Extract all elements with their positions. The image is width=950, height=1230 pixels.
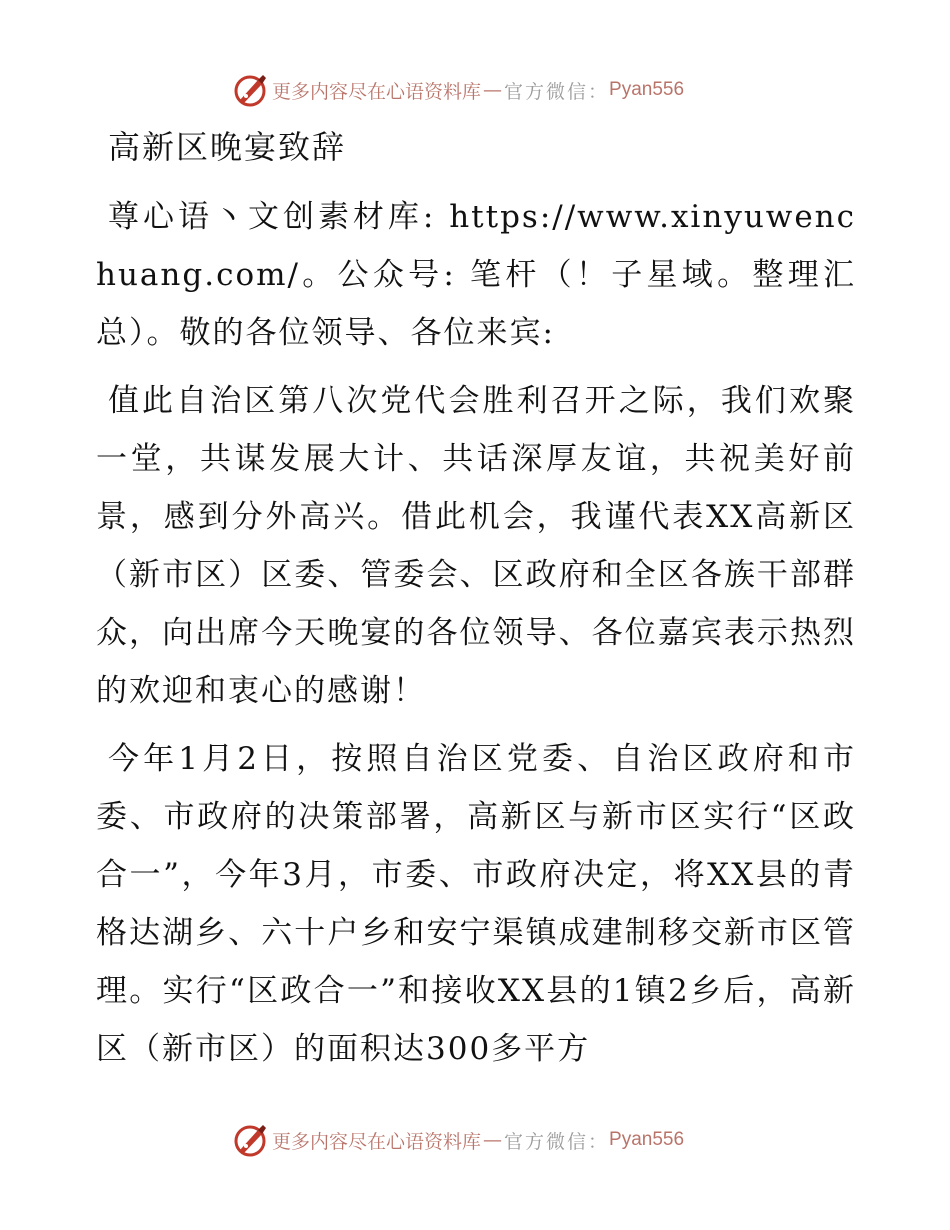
watermark-site-text: 更多内容尽在心语资料库 — [272, 80, 482, 103]
watermark-separator: — — [483, 79, 503, 101]
pen-nib-logo-icon — [232, 1122, 268, 1158]
pen-nib-logo-icon — [232, 72, 268, 108]
watermark-wechat-label: 官方微信： — [504, 80, 610, 103]
paragraph-welcome: 值此自治区第八次党代会胜利召开之际，我们欢聚一堂，共谋发展大计、共话深厚友谊，共祝美好前景，感到分外高兴。借此机会，我谨代表XX高新区（新市区）区委、管委会、区政府和全区各族干部群众，向出席今天晚宴的各位领导、各位嘉宾表示热烈的欢迎和衷心的感谢！ — [96, 383, 856, 709]
watermark-separator: — — [483, 1129, 503, 1151]
document-body — [96, 122, 856, 1088]
watermark-wechat-id: Pyan556 — [609, 1129, 685, 1150]
paragraph-merger: 今年1月2日，按照自治区党委、自治区政府和市委、市政府的决策部署，高新区与新市区实行“区政合一”，今年3月，市委、市政府决定，将XX县的青格达湖乡、六十户乡和安宁渠镇成建制移交新市区管理。实行“区政合一”和接收XX县的1镇2乡后，高新区（新市区）的面积达300多平方 — [96, 741, 856, 1067]
footer-watermark — [232, 1122, 752, 1158]
watermark-wechat-label: 官方微信： — [504, 1130, 610, 1153]
document-title: 高新区晚宴致辞 — [108, 128, 347, 166]
watermark-wechat-id: Pyan556 — [609, 79, 685, 100]
paragraph-intro: 尊心语丶文创素材库: https://www.xinyuwenchuang.com/。公众号: 笔杆（！子星域。整理汇总）。敬的各位领导、各位来宾: — [96, 199, 856, 351]
header-watermark — [232, 72, 752, 108]
watermark-site-text: 更多内容尽在心语资料库 — [272, 1130, 482, 1153]
